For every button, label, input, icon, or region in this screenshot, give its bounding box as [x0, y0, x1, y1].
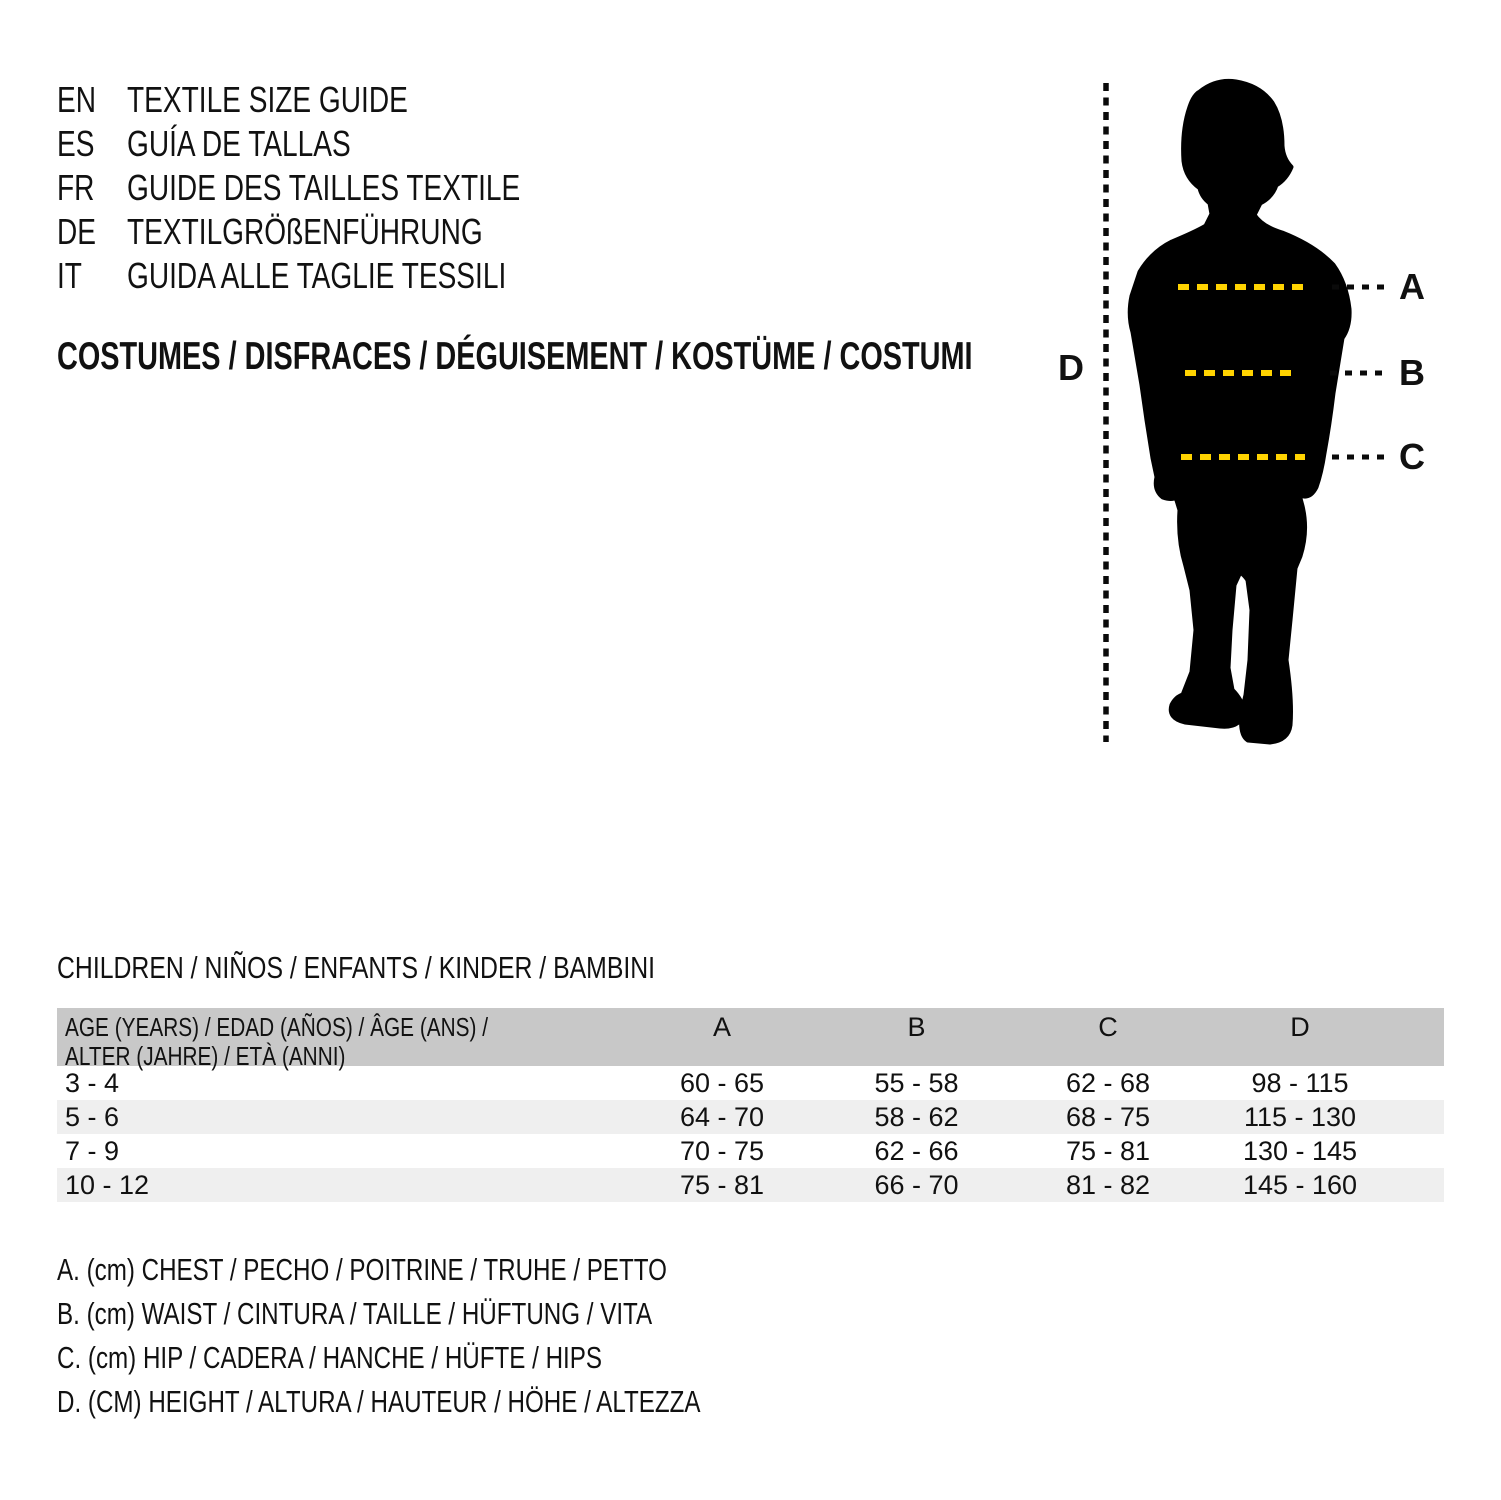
language-code: DE — [57, 211, 97, 252]
legend-item: A. (cm) CHEST / PECHO / POITRINE / TRUHE / PETTO — [57, 1252, 667, 1287]
language-row — [57, 122, 631, 166]
hip-cell: 75 - 81 — [1065, 1136, 1151, 1166]
column-header-a: A — [712, 1012, 731, 1042]
language-title: TEXTILE SIZE GUIDE — [127, 79, 408, 120]
table-row — [57, 1100, 1444, 1134]
age-column-header: AGE (YEARS) / EDAD (AÑOS) / ÂGE (ANS) / ALTER (JAHRE) / ETÀ (ANNI) — [65, 1012, 488, 1071]
waist-cell: 66 - 70 — [874, 1170, 959, 1200]
legend-item: B. (cm) WAIST / CINTURA / TAILLE / HÜFTUNG / VITA — [57, 1296, 653, 1331]
language-title: GUIDE DES TAILLES TEXTILE — [127, 167, 521, 208]
chest-cell: 64 - 70 — [679, 1102, 765, 1132]
column-header-d: D — [1290, 1012, 1310, 1042]
age-cell: 10 - 12 — [65, 1170, 150, 1200]
table-row — [57, 1066, 1444, 1100]
height-cell: 130 - 145 — [1242, 1136, 1358, 1166]
child-silhouette — [1130, 81, 1349, 742]
waist-label-b: B — [1399, 352, 1425, 393]
waist-cell: 62 - 66 — [874, 1136, 959, 1166]
column-header-c: C — [1098, 1012, 1118, 1042]
table-row — [57, 1168, 1444, 1202]
language-row — [57, 78, 631, 122]
children-size-table — [57, 1008, 1444, 1202]
age-cell: 3 - 4 — [65, 1068, 120, 1098]
age-cell: 5 - 6 — [65, 1102, 120, 1132]
table-header-row — [57, 1008, 1444, 1071]
language-row — [57, 166, 631, 210]
child-silhouette-figure — [1040, 75, 1460, 755]
measurement-legend — [57, 1248, 882, 1424]
chest-cell: 75 - 81 — [679, 1170, 765, 1200]
chest-cell: 60 - 65 — [679, 1068, 765, 1098]
waist-cell: 55 - 58 — [874, 1068, 959, 1098]
language-code: FR — [57, 167, 95, 208]
table-row — [57, 1134, 1444, 1168]
costumes-heading: COSTUMES / DISFRACES / DÉGUISEMENT / KOSTÜME / COSTUMI — [57, 335, 973, 378]
legend-item: D. (CM) HEIGHT / ALTURA / HAUTEUR / HÖHE / ALTEZZA — [57, 1384, 701, 1419]
legend-item: C. (cm) HIP / CADERA / HANCHE / HÜFTE / HIPS — [57, 1340, 603, 1375]
hip-cell: 81 - 82 — [1065, 1170, 1151, 1200]
chest-cell: 70 - 75 — [679, 1136, 765, 1166]
hip-cell: 62 - 68 — [1065, 1068, 1151, 1098]
height-label-d: D — [1058, 347, 1084, 388]
language-title: TEXTILGRÖßENFÜHRUNG — [127, 211, 483, 252]
height-cell: 145 - 160 — [1242, 1170, 1358, 1200]
chest-label-a: A — [1399, 266, 1425, 307]
language-row — [57, 210, 631, 254]
language-code: EN — [57, 79, 97, 120]
language-title: GUIDA ALLE TAGLIE TESSILI — [127, 255, 507, 296]
language-list — [57, 78, 631, 298]
hip-cell: 68 - 75 — [1065, 1102, 1151, 1132]
waist-cell: 58 - 62 — [874, 1102, 959, 1132]
hip-label-c: C — [1399, 436, 1425, 477]
language-title: GUÍA DE TALLAS — [127, 123, 351, 164]
column-header-b: B — [907, 1012, 926, 1042]
children-section-title: CHILDREN / NIÑOS / ENFANTS / KINDER / BAMBINI — [57, 950, 656, 985]
language-code: IT — [57, 255, 82, 296]
age-cell: 7 - 9 — [65, 1136, 120, 1166]
language-code: ES — [57, 123, 95, 164]
height-cell: 115 - 130 — [1243, 1102, 1357, 1132]
language-row — [57, 254, 631, 298]
height-cell: 98 - 115 — [1251, 1068, 1349, 1098]
